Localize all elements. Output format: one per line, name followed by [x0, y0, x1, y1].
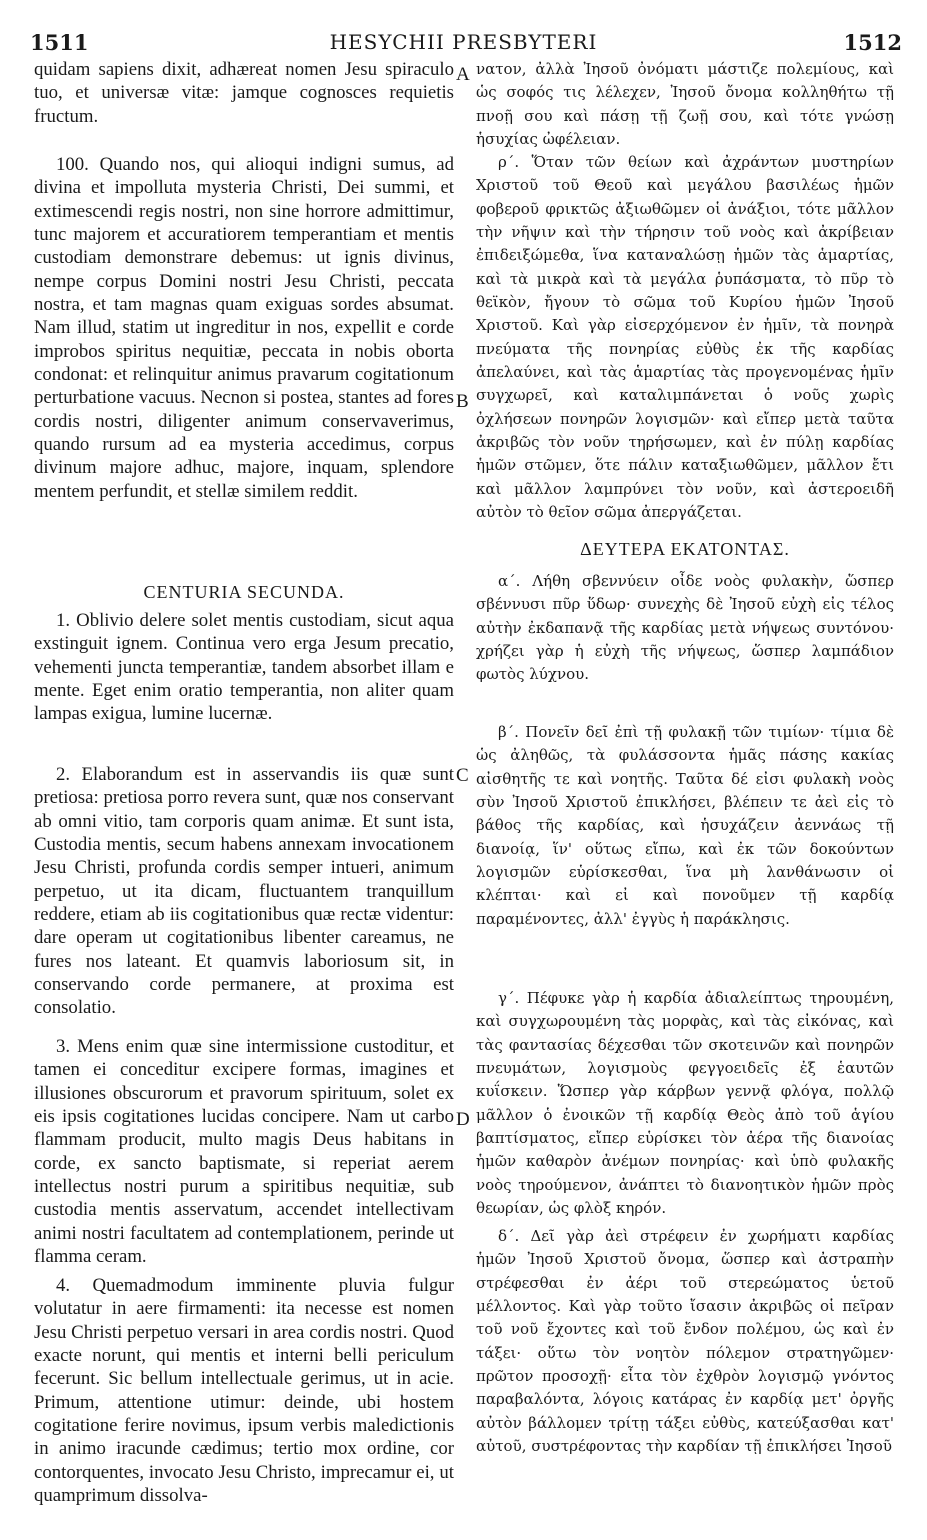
page-number-right: 1512 [843, 30, 902, 55]
margin-letter-c: C [456, 765, 469, 786]
greek-section-heading: ΔΕΥΤΕΡΑ ΕΚΑΤΟΝΤΑΣ. [580, 539, 790, 559]
greek-paragraph-3: γ΄. Πέφυκε γὰρ ἡ καρδία ἀδιαλείπτως τηρουμένη, καὶ συγχωρουμένη τὰς μορφὰς, καὶ τὰς εἰκόνας, καὶ τὰς φαντασίας δέχεσθαι τῶν σκοτεινῶν καὶ πονηρῶν πνευμάτων, λογισμοὺς φεγγοειδεῖς ἐξ ἑαυτῶν κυΐσκειν. Ὥσπερ γὰρ κάρβων γεννᾷ φλόγα, πολλῷ μᾶλλον ὁ ἐνοικῶν τῇ καρδίᾳ Θεὸς ἀπὸ τοῦ ἁγίου βαπτίσματος, εἴπερ εὑρίσκει τὸν ἀέρα τῆς διανοίας ἡμῶν καθαρὸν ἀνέμων πονηρίας· καὶ ὑπὸ φυλακῆς νοὸς τηρούμενον, ἀνάπτει τὸ διανοητικὸν ἡμῶν πρὸς θεωρίαν, ὡς φλὸξ κηρόν. [476, 989, 894, 1218]
greek-paragraph-1: α΄. Λήθη σβεννύειν οἶδε νοὸς φυλακὴν, ὥσπερ σβέννυσι πῦρ ὕδωρ· συνεχὴς δὲ Ἰησοῦ εὐχὴ εἰς τέλος αὐτὴν ἐκδαπανᾷ τῆς καρδίας μετὰ νήψεως συντόνου· χρήζει γὰρ ἡ εὐχὴ τῆς νήψεως, ὥσπερ λαμπάδιον φωτὸς λύχνου. [476, 572, 894, 684]
latin-paragraph-100: 100. Quando nos, qui alioqui indigni sumus, ad divina et impolluta mysteria Christi, Dei summi, et extimescendi regis nostri, non sine horrore admittimur, tunc majorem et accuratiorem temperantiam et mentis custodiam demonstrare debemus: ut ignis divinus, nempe corpus Domini nostri Jesu Christi, peccata nostra, et tam magnas quam exiguas sordes absumat. Nam illud, statim ut ingreditur in nos, expellit e corde improbos spiritus nequitiæ, peccata in nobis oborta condonat: et relinquitur animus pravarum cogitationum perturbatione vacuus. Necnon si postea, stantes ad fores cordis nostri, diligenter animum conservaverimus, quando rursum ad ea mysteria accedimus, corpus divinum majore adhuc, majore, inquam, splendore mentem perfundit, et stellæ similem reddit. [34, 154, 454, 502]
latin-paragraph-4: 4. Quemadmodum imminente pluvia fulgur volutatur in aere firmamenti: ita necesse est nomen Jesu Christi perpetuo versari in area cordis nostri. Quod exacte norunt, qui mentis et interni belli periculum fecerunt. Sic bellum intellectuale gerimus, ut in acie. Primum, attentione utimur: deinde, ubi hostem cogitatione ferire novimus, ipsum verbis maledictionis in animo iracunde cædimus; tertio mox ordine, cor contorquentes, invocato Jesu Christo, imprecamur ei, ut quamprimum dissolva- [34, 1275, 454, 1507]
latin-section-heading: CENTURIA SECUNDA. [143, 582, 345, 602]
greek-paragraph-100: ρ΄. Ὅταν τῶν θείων καὶ ἀχράντων μυστηρίων Χριστοῦ τοῦ Θεοῦ καὶ μεγάλου βασιλέως ἡμῶν φοβεροῦ φρικτῶς ἀξιωθῶμεν οἱ ἀνάξιοι, τότε μᾶλλον τὴν νῆψιν καὶ τὴν τήρησιν τοῦ νοὸς καὶ ἀκρίβειαν ἐπιδειξώμεθα, ἵνα καταναλώσῃ ἡμῶν τὰς ἁμαρτίας, καὶ τὰ μικρὰ καὶ τὰ μεγάλα ῥυπάσματα, τὸ πῦρ τὸ θεϊκὸν, ἤγουν τὸ σῶμα τοῦ Κυρίου ἡμῶν Ἰησοῦ Χριστοῦ. Καὶ γὰρ εἰσερχόμενον ἐν ἡμῖν, τὰ πονηρὰ πνεύματα τῆς πονηρίας εὐθὺς ἐκ τῆς καρδίας ἀπελαύνει, καὶ τὰς ἁμαρτίας τὰς προγενομένας ἡμῖν συγχωρεῖ, καὶ καταλιμπάνεται ὁ νοῦς χωρὶς ὀχλήσεων πονηρῶν λογισμῶν· καὶ εἴπερ μετὰ ταῦτα ἀκριβῶς τὸν νοῦν τηρήσωμεν, καὶ ἐν πύλῃ καρδίας ἡμῶν στῶμεν, ὅτε πάλιν καταξιωθῶμεν, μᾶλλον ἔτι καὶ μᾶλλον λαμπρύνει τὸν νοῦν, καὶ ἀστεροειδῆ αὐτὸν τὸ θεῖον σῶμα ἀπεργάζεται. [476, 153, 894, 522]
latin-paragraph-continuation: quidam sapiens dixit, adhæreat nomen Jesu spiraculo tuo, et universæ vitæ: jamque cognosces requietis fructum. [34, 59, 454, 127]
greek-paragraph-2: β΄. Πονεῖν δεῖ ἐπὶ τῇ φυλακῇ τῶν τιμίων· τίμια δὲ ὡς ἀληθῶς, τὰ φυλάσσοντα ἡμᾶς πάσης κακίας αἰσθητῆς τε καὶ νοητῆς. Ταῦτα δέ εἰσι φυλακὴ νοὸς σὺν Ἰησοῦ Χριστοῦ ἐπικλήσει, βλέπειν τε ἀεὶ εἰς τὸ βάθος τῆς καρδίας, καὶ ἡσυχάζειν ἀεννάως τῇ διανοίᾳ, ἵν' οὕτως εἴπω, καὶ ἐκ τῶν δοκούντων λογισμῶν εὑρίσκεσθαι, ἵνα μὴ λανθάνωσιν οἱ κλέπται· καὶ εἰ καὶ πονοῦμεν τῇ καρδίᾳ παραμένοντες, ἀλλ' ἐγγὺς ἡ παράκλησις. [476, 723, 894, 928]
latin-paragraph-1: 1. Oblivio delere solet mentis custodiam, sicut aqua exstinguit ignem. Continua vero erga Jesum precatio, vehementi juncta temperantiæ, tandem absorbet illam e mente. Eget enim oratio temperantia, non aliter quam lampas exigua, lumine lucernæ. [34, 610, 454, 725]
margin-letter-b: B [456, 391, 469, 412]
margin-letter-a: A [456, 64, 470, 85]
latin-paragraph-2: 2. Elaborandum est in asservandis iis quæ sunt pretiosa: pretiosa porro revera sunt, quæ nos conservant ab omni vitio, tam corporis quam animæ. Et sunt ista, Custodia mentis, secum habens annexam invocationem Jesu Christi, profunda cordis semper intueri, animum perpetuo, ut ita dicam, fluctuantem tranquillum reddere, etiam ab iis cogitationibus quæ rectæ videntur: dare operam ut cogitationibus libenter careamus, ne fures nos lateant. Et quamvis laboriosum sit, in conservando corde permanere, at proxima est consolatio. [34, 764, 454, 1019]
latin-paragraph-3: 3. Mens enim quæ sine intermissione custoditur, et tamen ei conceditur excipere formas, imagines et illusiones obscurorum et pravorum spirituum, solet ex eis ipsis cogitationes lucidas concipere. Nam ut carbo flammam producit, multo magis Deus habitans in corde, ex sancto baptismate, si reperiat aerem intellectus nostri purum a spiritibus nequitiæ, sub custodia mentis asservatum, accendet intellectivam animi nostri facultatem ad contemplationem, perinde ut flamma ceram. [34, 1036, 454, 1268]
margin-letter-d: D [456, 1109, 470, 1130]
latin-column [34, 58, 454, 1507]
greek-column [476, 58, 894, 1460]
greek-paragraph-4: δ΄. Δεῖ γὰρ ἀεὶ στρέφειν ἐν χωρήματι καρδίας ἡμῶν Ἰησοῦ Χριστοῦ ὄνομα, ὥσπερ καὶ ἀστραπὴν στρέφεσθαι ἐν ἀέρι τοῦ στερεώματος ὑετοῦ μέλλοντος. Καὶ γὰρ τοῦτο ἴσασιν ἀκριβῶς οἱ πεῖραν τοῦ νοῦ ἔχοντες καὶ τοῦ ἔνδον πολέμου, ὡς καὶ ἐν τάξει· οὕτω τὸν νοητὸν πόλεμον στρατηγῶμεν· πρῶτον προσοχῇ· εἶτα τὸν ἐχθρὸν λογισμῷ γνόντος παραβαλόντα, λόγοις κατάρας ἐν καρδίᾳ μετ' ὀργῆς αὐτὸν βάλλομεν τρίτῃ τάξει εὐθὺς, κατεύξασθαι κατ' αὐτοῦ, συστρέφοντας τὴν καρδίαν τῇ ἐπικλήσει Ἰησοῦ [476, 1227, 894, 1456]
greek-paragraph-continuation: νατον, ἀλλὰ Ἰησοῦ ὀνόματι μάστιζε πολεμίους, καὶ ὡς σοφός τις λέλεχεν, Ἰησοῦ ὄνομα κολληθήτω τῇ πνοῇ σου καὶ πάσῃ τῇ ζωῇ σου, καὶ τότε γνώσῃ ἡσυχίας ὠφέλειαν. [476, 60, 894, 149]
page-number-left: 1511 [30, 30, 89, 55]
running-header [0, 0, 927, 55]
running-title: HESYCHII PRESBYTERI [329, 30, 598, 54]
